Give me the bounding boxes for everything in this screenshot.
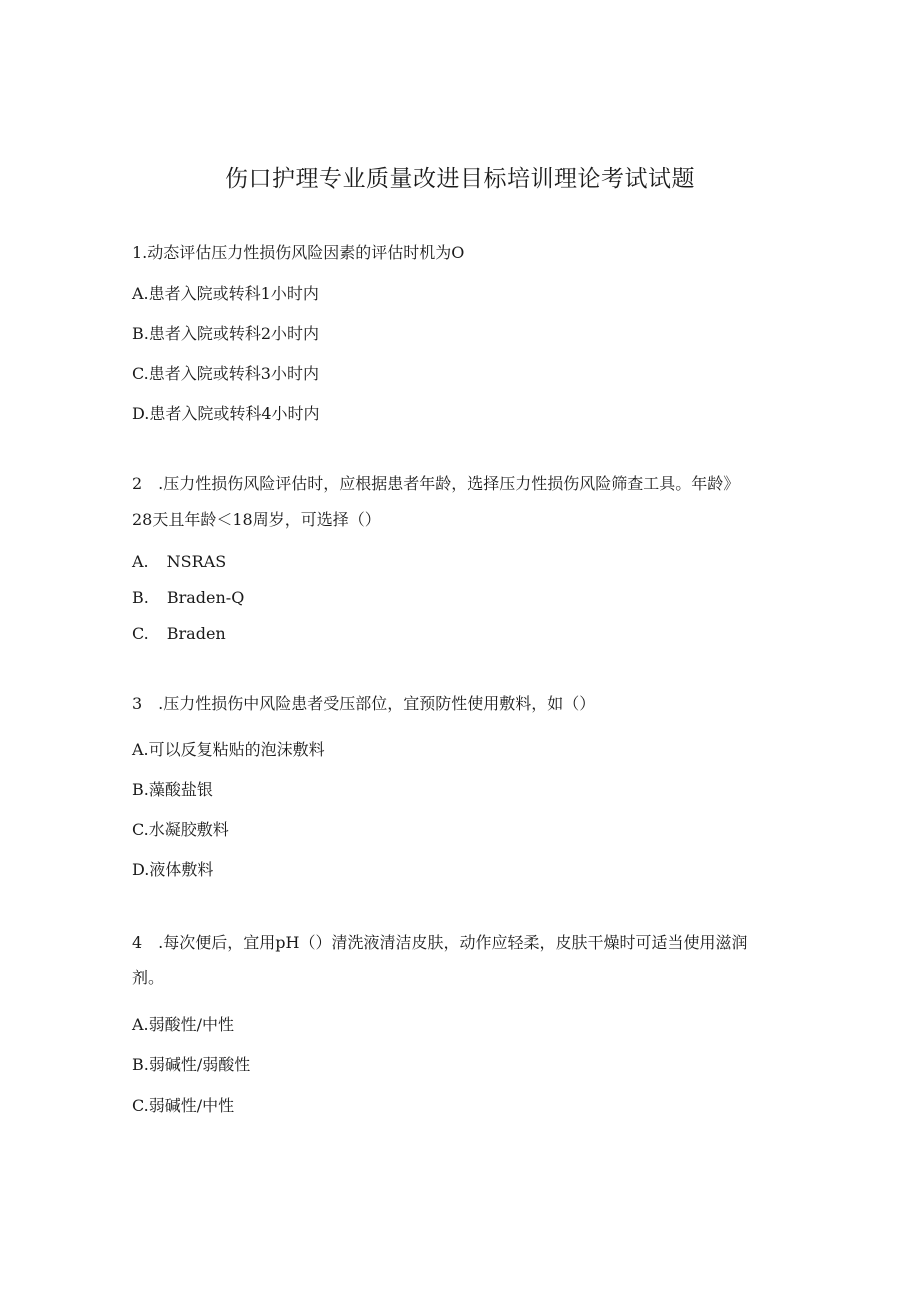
question-3-stem: 3 .压力性损伤中风险患者受压部位，宜预防性使用敷料，如（） xyxy=(132,694,596,713)
question-3-option-a: A.可以反复粘贴的泡沫敷料 xyxy=(132,740,325,759)
question-4-option-b: B.弱碱性/弱酸性 xyxy=(132,1055,251,1074)
question-3-option-d: D.液体敷料 xyxy=(132,860,214,879)
document-title: 伤口护理专业质量改进目标培训理论考试试题 xyxy=(225,166,695,192)
option-text: Braden xyxy=(166,624,226,643)
option-letter: B. xyxy=(132,588,149,607)
question-2-stem-line-2: 28天且年龄＜18周岁，可选择（） xyxy=(132,510,381,529)
question-1-option-d: D.患者入院或转科4小时内 xyxy=(132,404,320,423)
question-2-option-b xyxy=(132,588,244,607)
question-2-stem-line-1: 2 .压力性损伤风险评估时，应根据患者年龄，选择压力性损伤风险筛查工具。年龄》 xyxy=(132,474,740,493)
question-1-option-a: A.患者入院或转科1小时内 xyxy=(132,284,319,303)
question-3-option-b: B.藻酸盐银 xyxy=(132,780,213,799)
option-letter: C. xyxy=(132,624,149,643)
option-text: Braden-Q xyxy=(166,588,245,607)
question-1-stem: 1.动态评估压力性损伤风险因素的评估时机为O xyxy=(132,243,465,262)
question-3-option-c: C.水凝胶敷料 xyxy=(132,820,229,839)
question-4-stem-line-2: 剂。 xyxy=(132,968,165,987)
question-2-option-c xyxy=(132,624,226,643)
question-1-option-b: B.患者入院或转科2小时内 xyxy=(132,324,320,343)
question-4-option-c: C.弱碱性/中性 xyxy=(132,1096,235,1115)
question-4-option-a: A.弱酸性/中性 xyxy=(132,1015,235,1034)
question-1-option-c: C.患者入院或转科3小时内 xyxy=(132,364,319,383)
question-2-option-a xyxy=(132,552,226,571)
option-letter: A. xyxy=(132,552,149,571)
option-text: NSRAS xyxy=(166,552,227,571)
question-4-stem-line-1: 4 .每次便后，宜用pH（）清洗液清洁皮肤，动作应轻柔，皮肤干燥时可适当使用滋润 xyxy=(132,933,748,952)
